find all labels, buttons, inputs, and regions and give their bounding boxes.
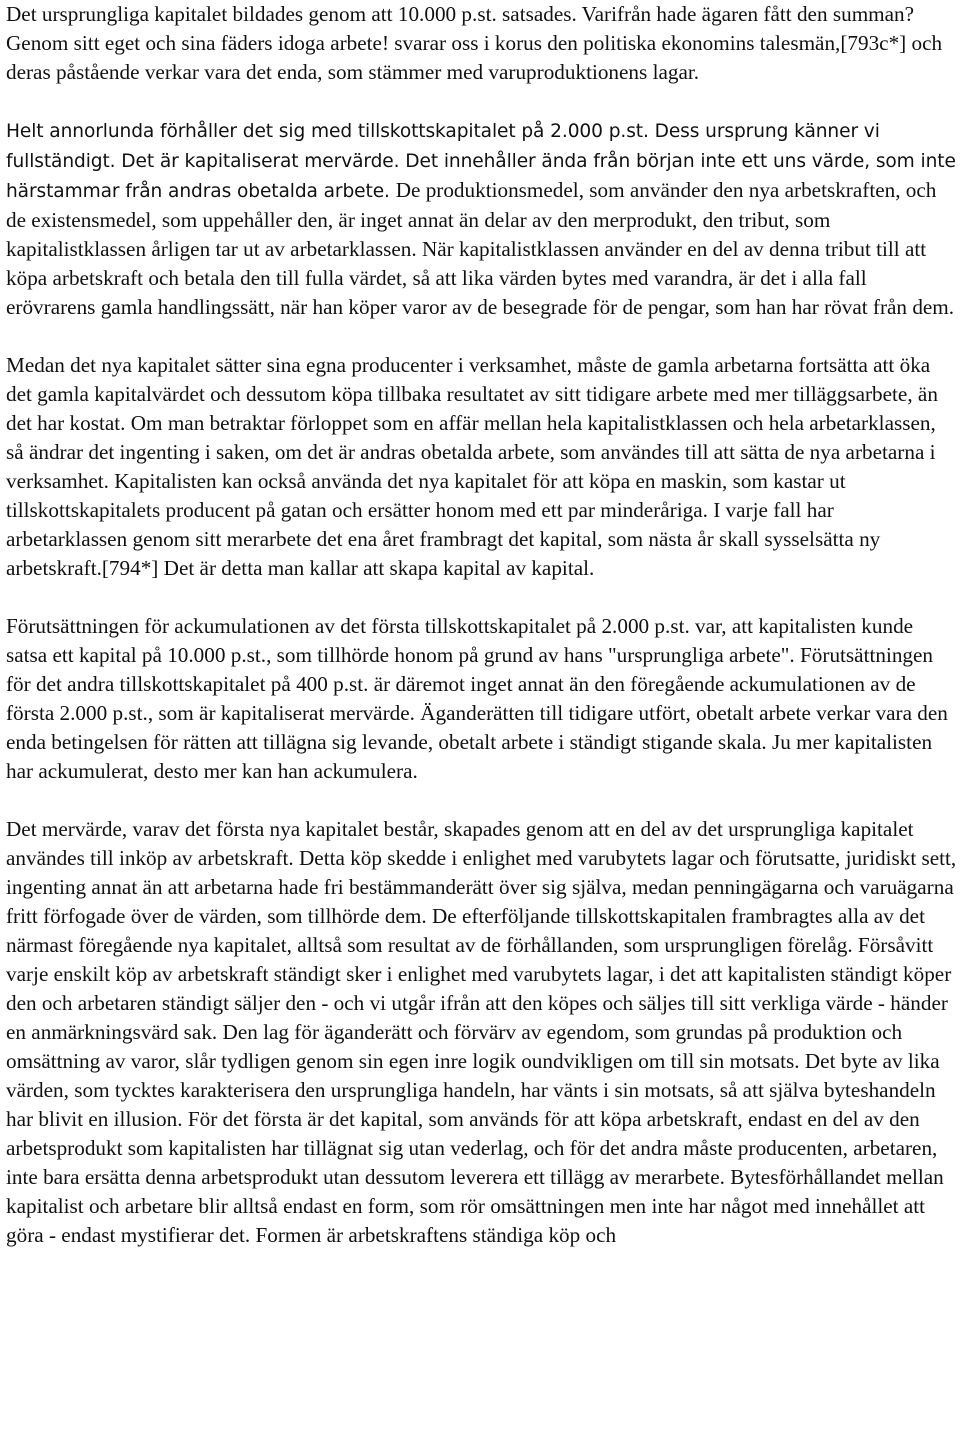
paragraph-gap: [6, 786, 958, 815]
paragraph-2-text: De produktionsmedel, som använder den nya arbetskraften, och de existensmedel, som uppehåller den, är inget annat än delar av den merprodukt, den tribut, som kapitalistklassen årligen tar ut av arbetarklassen. När kapitalistklassen använder en del av denna tribut till att köpa arbetskraft och betala den till fulla värdet, så att lika värden bytes med varandra, är det i alla fall erövrarens gamla handlingssätt, när han köper varor av de besegrade för de pengar, som han har rövat från dem.: [6, 178, 955, 319]
document-page: [6, 0, 958, 1250]
paragraph-4: [6, 612, 958, 786]
paragraph-1-text: Det ursprungliga kapitalet bildades genom att 10.000 p.st. satsades. Varifrån hade ägaren fått den summan? Genom sitt eget och sina fäders idoga arbete! svarar oss i korus den politiska ekonomins talesmän,[793c*] och deras påstående verkar vara det enda, som stämmer med varuproduktionens lagar.: [6, 2, 943, 84]
paragraph-2: [6, 116, 958, 322]
paragraph-gap: [6, 322, 958, 351]
paragraph-5: [6, 815, 958, 1250]
paragraph-4-text: Förutsättningen för ackumulationen av det första tillskottskapitalet på 2.000 p.st. var, att kapitalisten kunde satsa ett kapital på 10.000 p.st., som tillhörde honom på grund av hans "ursprungliga arbete". Förutsättningen för det andra tillskottskapitalet på 400 p.st. är däremot inget annat än den föregående ackumulationen av de första 2.000 p.st., som är kapitaliserat mervärde. Äganderätten till tidigare utfört, obetalt arbete verkar vara den enda betingelsen för rätten att tillägna sig levande, obetalt arbete i ständigt stigande skala. Ju mer kapitalisten har ackumulerat, desto mer kan han ackumulera.: [6, 614, 948, 783]
paragraph-2-lead-text: Helt annorlunda förhåller det sig med tillskottskapitalet på 2.000 p.st. Dess ursprung känner vi fullständigt. Det är kapitaliserat mervärde. Det innehåller ända från början inte ett uns värde, som inte härstammar från andras obetalda arbete.: [6, 121, 956, 202]
paragraph-gap: [6, 87, 958, 116]
paragraph-5-text: Det mervärde, varav det första nya kapitalet består, skapades genom att en del av det ursprungliga kapitalet användes till inköp av arbetskraft. Detta köp skedde i enlighet med varubytets lagar och förutsatte, juridiskt sett, ingenting annat än att arbetarna hade fri bestämmanderätt över sig själva, medan penningägarna och varuägarna fritt förfogade över de värden, som tillhörde dem. De efterföljande tillskottskapitalen frambragtes alla av det närmast föregående nya kapitalet, alltså som resultat av de förhållanden, som ursprungligen förelåg. Försåvitt varje enskilt köp av arbetskraft ständigt sker i enlighet med varubytets lagar, i det att kapitalisten ständigt köper den och arbetaren ständigt säljer den - och vi utgår ifrån att den köpes och säljes till sitt verkliga värde - händer en anmärkningsvärd sak. Den lag för äganderätt och förvärv av egendom, som grundas på produktion och omsättning av varor, slår tydligen genom sin egen inre logik oundvikligen om till sin motsats. Det byte av lika värden, som tycktes karakterisera den ursprungliga handeln, har vänts i sin motsats, så att själva byteshandeln har blivit en illusion. För det första är det kapital, som används för att köpa arbetskraft, endast en del av den arbetsprodukt som kapitalisten har tillägnat sig utan vederlag, och för det andra måste producenten, arbetaren, inte bara ersätta denna arbetsprodukt utan dessutom leverera ett tillägg av merarbete. Bytesförhållandet mellan kapitalist och arbetare blir alltså endast en form, som rör omsättningen men inte har något med innehållet att göra - endast mystifierar det. Formen är arbetskraftens ständiga köp och: [6, 817, 957, 1247]
paragraph-gap: [6, 583, 958, 612]
paragraph-3: [6, 351, 958, 583]
paragraph-1: [6, 0, 958, 87]
paragraph-3-text: Medan det nya kapitalet sätter sina egna producenter i verksamhet, måste de gamla arbetarna fortsätta att öka det gamla kapitalvärdet och dessutom köpa tillbaka resultatet av sitt tidigare arbete med mer tilläggsarbete, än det har kostat. Om man betraktar förloppet som en affär mellan hela kapitalistklassen och hela arbetarklassen, så ändrar det ingenting i saken, om det är andras obetalda arbete, som användes till att sätta de nya arbetarna i verksamhet. Kapitalisten kan också använda det nya kapitalet för att köpa en maskin, som kastar ut tillskottskapitalets producent på gatan och ersätter honom med ett par minderåriga. I varje fall har arbetarklassen genom sitt merarbete det ena året frambragt det kapital, som nästa år skall sysselsätta ny arbetskraft.[794*] Det är detta man kallar att skapa kapital av kapital.: [6, 353, 938, 580]
